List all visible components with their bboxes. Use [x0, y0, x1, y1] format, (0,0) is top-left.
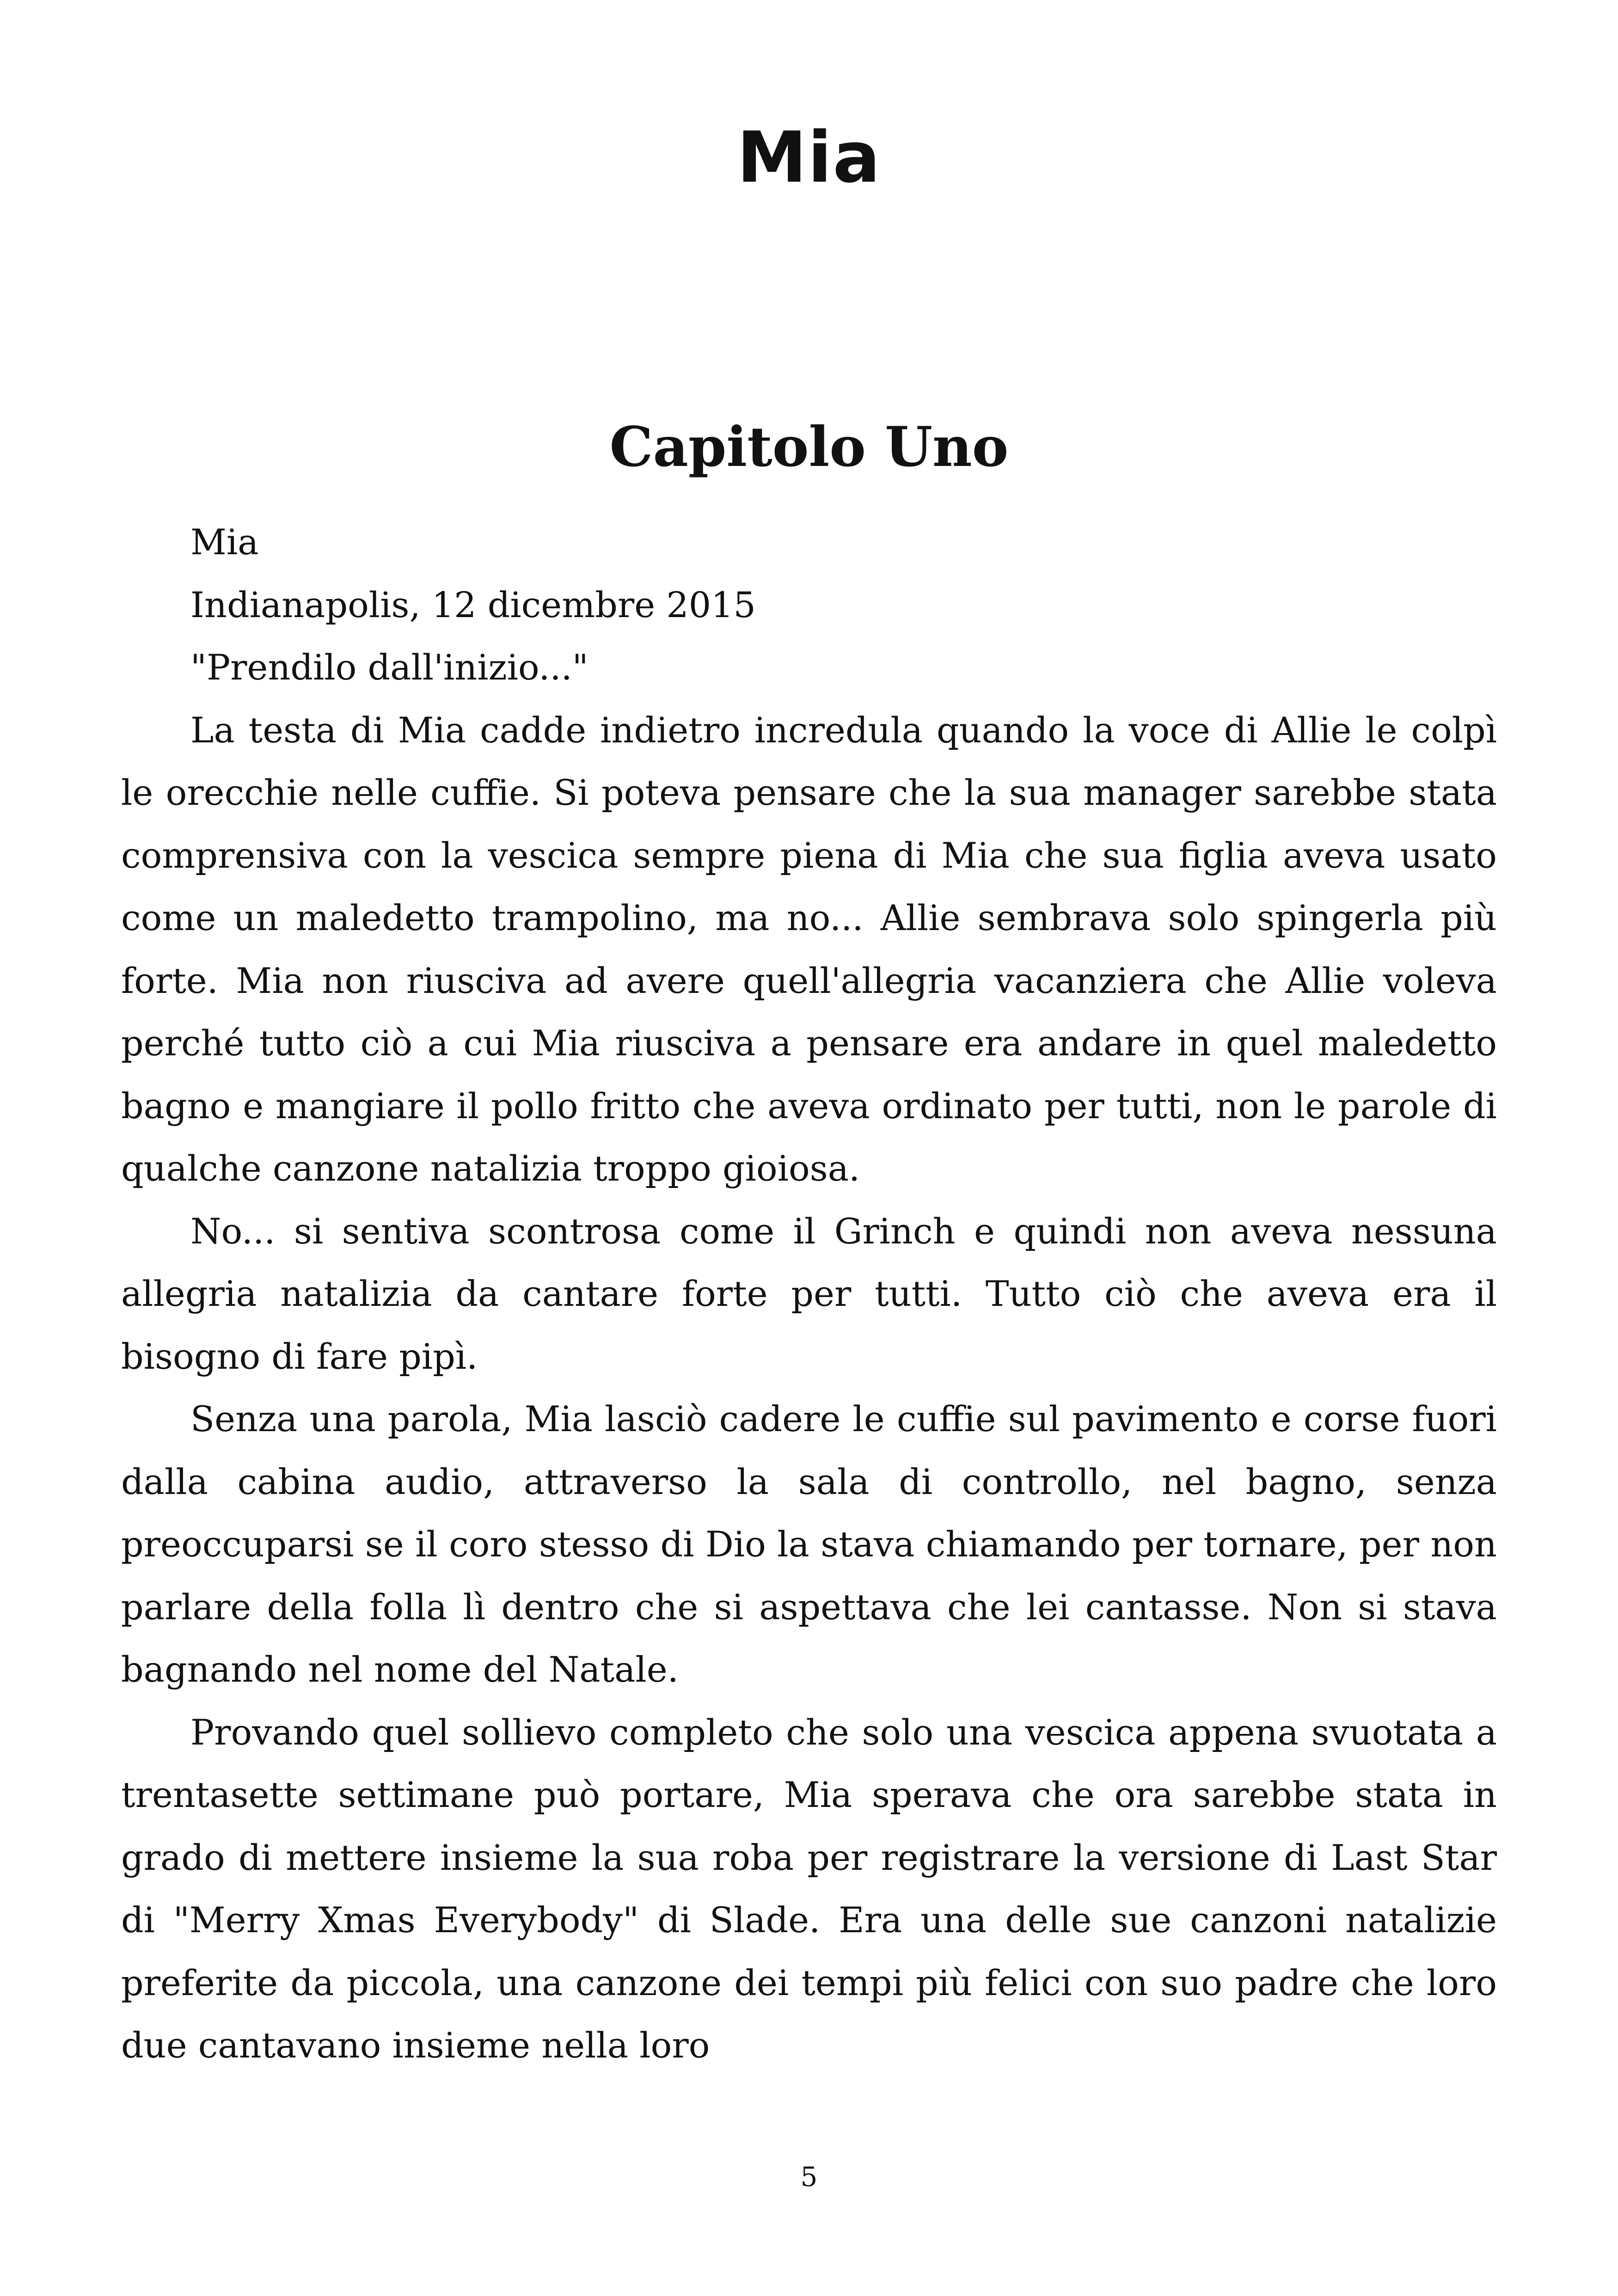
- paragraph: No... si sentiva scontrosa come il Grinch e quindi non aveva nessuna allegria natalizia da cantare forte per tutti. Tutto ciò che aveva era il bisogno di fare pipì.: [121, 1210, 1497, 1377]
- opening-dialogue-line: "Prendilo dall'inizio...": [190, 647, 588, 688]
- chapter-title: Capitolo Uno: [609, 415, 1009, 479]
- part-title: Mia: [737, 116, 881, 198]
- paragraph: Senza una parola, Mia lasciò cadere le cuffie sul pavimento e corse fuori dalla cabina audio, attraverso la sala di controllo, nel bagno, senza preoccuparsi se il coro stesso di Dio la stava chiamando per tornare, per non parlare della folla lì dentro che si aspettava che lei cantasse. Non si stava bagnando nel nome del Natale.: [121, 1398, 1497, 1690]
- chapter-body: [121, 511, 1497, 2077]
- paragraph: Provando quel sollievo completo che solo una vescica appena svuotata a trentasette settimane può portare, Mia sperava che ora sarebbe stata in grado di mettere insieme la sua roba per registrare la versione di Last Star di "Merry Xmas Everybody" di Slade. Era una delle sue canzoni natalizie preferite da piccola, una canzone dei tempi più felici con suo padre che loro due cantavano insieme nella loro: [121, 1711, 1497, 2066]
- paragraph: La testa di Mia cadde indietro incredula quando la voce di Allie le colpì le orecchie nelle cuffie. Si poteva pensare che la sua manager sarebbe stata comprensiva con la vescica sempre piena di Mia che sua figlia aveva usato come un maledetto trampolino, ma no... Allie sembrava solo spingerla più forte. Mia non riusciva ad avere quell'allegria vacanziera che Allie voleva perché tutto ciò a cui Mia riusciva a pensare era andare in quel maledetto bagno e mangiare il pollo fritto che aveva ordinato per tutti, non le parole di qualche canzone natalizia troppo gioiosa.: [121, 709, 1497, 1189]
- character-line: Mia: [190, 521, 259, 563]
- location-date-line: Indianapolis, 12 dicembre 2015: [190, 584, 756, 625]
- page-number: 5: [800, 2161, 818, 2192]
